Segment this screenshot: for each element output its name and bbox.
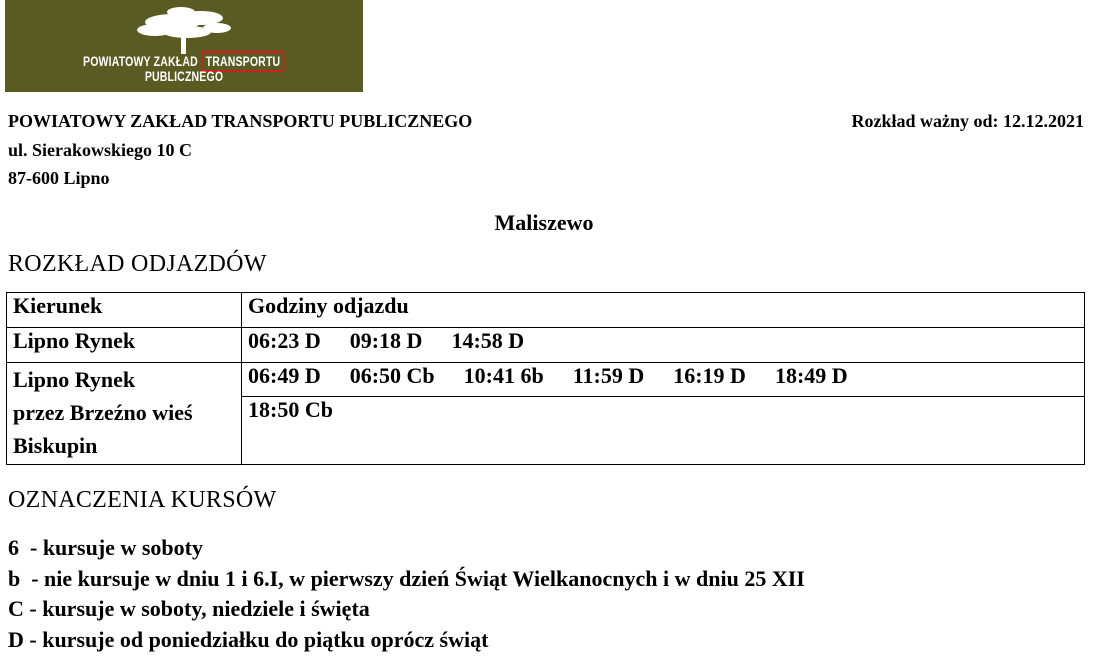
departures-title: ROZKŁAD ODJAZDÓW [8, 251, 267, 277]
table-row [7, 328, 1085, 363]
operator-name: POWIATOWY ZAKŁAD TRANSPORTU PUBLICZNEGO [8, 111, 473, 131]
logo-text: POWIATOWY ZAKŁAD TRANSPORTU PUBLICZNEGO [44, 54, 323, 84]
logo-highlight: TRANSPORTU [201, 51, 285, 72]
legend-list [8, 533, 805, 655]
validity-date: Rozkład ważny od: 12.12.2021 [851, 111, 1084, 131]
table-header-row [7, 293, 1085, 328]
times-cell [242, 397, 1085, 465]
table-row [7, 363, 1085, 397]
column-header-direction: Kierunek [7, 293, 242, 328]
legend-item: D - kursuje od poniedziałku do piątku oprócz świąt [8, 626, 489, 652]
times-cell [242, 328, 1085, 363]
departure-time: 06:49 D [248, 363, 321, 388]
departures-table [6, 292, 1085, 465]
direction-cell: Lipno Rynek przez Brzeźno wieś Biskupin [7, 363, 242, 465]
legend-item: 6 - kursuje w soboty [8, 535, 203, 560]
legend-item: b - nie kursuje w dniu 1 i 6.I, w pierwszy dzień Świąt Wielkanocnych i w dniu 25 XII [8, 565, 805, 591]
departure-time: 14:58 D [451, 328, 525, 353]
operator-street: ul. Sierakowskiego 10 C [8, 139, 193, 160]
departure-time: 18:50 Cb [248, 397, 333, 422]
times-cell [242, 363, 1085, 397]
legend-item: C - kursuje w soboty, niedziele i święta [8, 596, 370, 621]
departure-time: 10:41 6b [463, 363, 544, 388]
departure-time: 16:19 D [673, 363, 746, 388]
departure-time: 09:18 D [349, 328, 423, 353]
stop-name: Maliszewo [494, 210, 594, 235]
legend-title: OZNACZENIA KURSÓW [8, 487, 277, 513]
departure-time: 11:59 D [572, 363, 645, 388]
operator-city: 87-600 Lipno [8, 168, 110, 188]
departure-time: 18:49 D [774, 363, 848, 388]
company-logo [5, 0, 363, 92]
direction-cell: Lipno Rynek [7, 328, 242, 363]
column-header-times: Godziny odjazdu [242, 293, 1085, 328]
departure-time: 06:50 Cb [349, 363, 435, 388]
departure-time: 06:23 D [248, 328, 321, 353]
operator-address [8, 107, 472, 193]
